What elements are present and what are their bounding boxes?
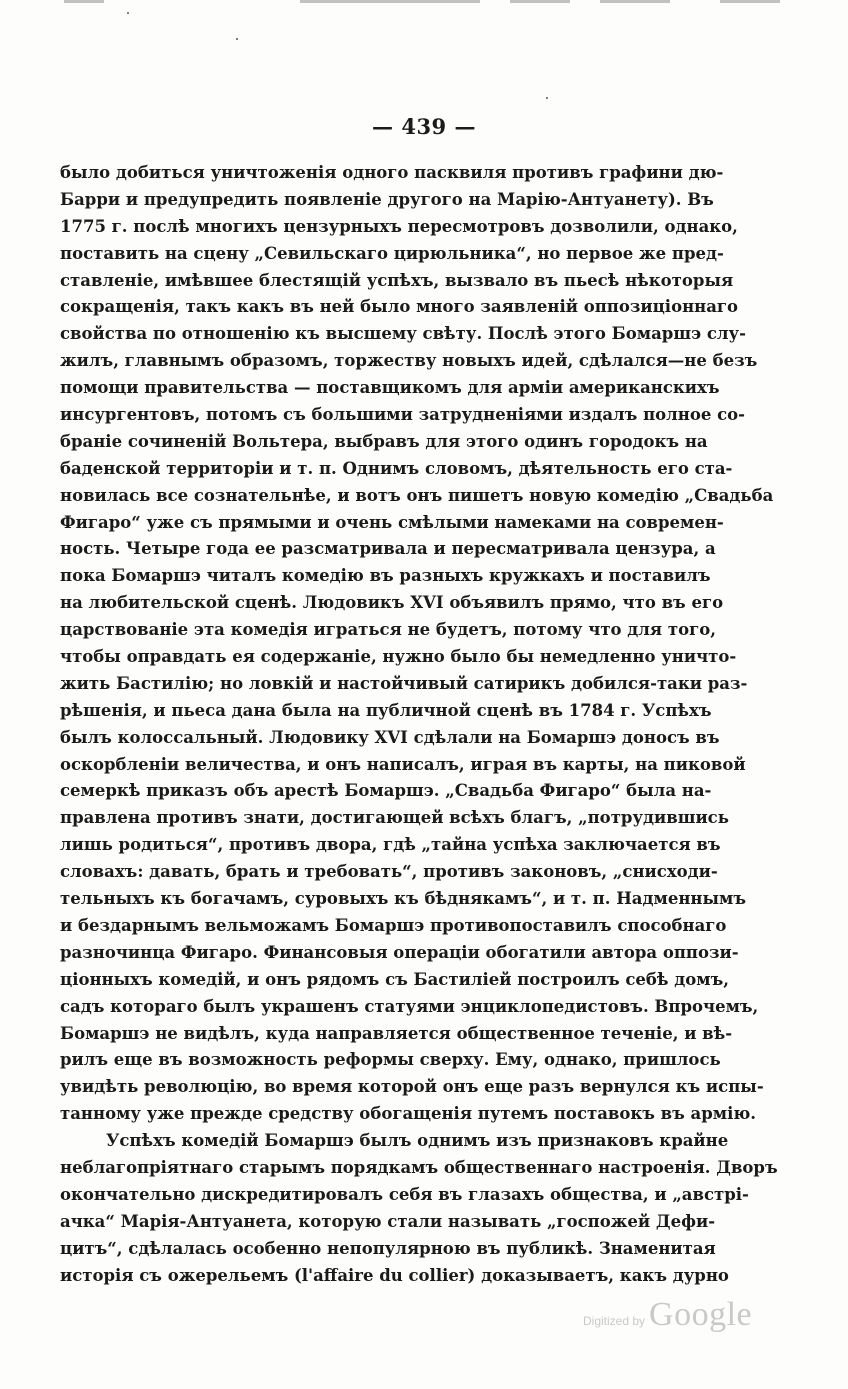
text-line: поставить на сцену „Севильскаго цирюльника“, но первое же пред- [60,243,724,263]
text-line: новилась все сознательнѣе, и вотъ онъ пишетъ новую комедію „Свадьба [60,485,774,505]
text-line: ставленіе, имѣвшее блестящій успѣхъ, вызвало въ пьесѣ нѣкоторыя [60,270,734,290]
digitized-by-google-watermark [583,1296,752,1334]
watermark-digitized-label: Digitized by [583,1314,646,1328]
text-line: танному уже прежде средству обогащенія путемъ поставокъ въ армію. [60,1104,757,1124]
text-line: инсургентовъ, потомъ съ большими затрудненіями издалъ полное со- [60,405,746,425]
text-line: царствованіе эта комедія играться не будетъ, потому что для того, [60,620,716,640]
text-line: пока Бомаршэ читалъ комедію въ разныхъ кружкахъ и поставилъ [60,566,711,586]
text-line: рилъ еще въ возможность реформы сверху. Ему, однако, пришлось [60,1050,721,1070]
scan-speck [546,97,548,99]
text-line: окончательно дискредитировалъ себя въ глазахъ общества, и „австрі- [60,1184,749,1204]
google-logo-text: Google [649,1296,753,1333]
text-line: чтобы оправдать ея содержаніе, нужно было бы немедленно уничто- [60,647,737,667]
text-line: Барри и предупредить появленіе другого на Марію-Антуанету). Въ [60,189,714,209]
text-line: ность. Четыре года ее разсматривала и пересматривала цензура, а [60,539,716,559]
text-line: помощи правительства — поставщикомъ для арміи американскихъ [60,378,720,398]
text-line: неблагопріятнаго старымъ порядкамъ общественнаго настроенія. Дворъ [60,1157,778,1177]
text-line: тельныхъ къ богачамъ, суровыхъ къ бѣднякамъ“, и т. п. Надменнымъ [60,889,746,909]
text-line: сокращенія, такъ какъ въ ней было много заявленій оппозиціоннаго [60,297,739,317]
text-line: Успѣхъ комедій Бомаршэ былъ однимъ изъ признаковъ крайне [106,1131,729,1151]
text-line: словахъ: давать, брать и требовать“, противъ законовъ, „снисходи- [60,862,718,882]
text-line: семеркѣ приказъ объ арестѣ Бомаршэ. „Свадьба Фигаро“ была на- [60,781,712,801]
text-line: жилъ, главнымъ образомъ, торжеству новыхъ идей, сдѣлался—не безъ [60,351,758,371]
text-line: рѣшенія, и пьеса дана была на публичной сценѣ въ 1784 г. Успѣхъ [60,700,712,720]
body-text [60,160,778,1289]
text-line: было добиться уничтоженія одного пасквиля противъ графини дю- [60,163,724,182]
text-line: разночинца Фигаро. Финансовыя операціи обогатили автора оппози- [60,942,739,962]
scan-speck [236,38,238,40]
page-number: — 439 — [372,114,476,139]
text-line: баденской территоріи и т. п. Однимъ словомъ, дѣятельность его ста- [60,458,733,478]
text-line: свойства по отношенію къ высшему свѣту. Послѣ этого Бомаршэ слу- [60,324,746,344]
text-line: исторія съ ожерельемъ (l'affaire du collier) доказываетъ, какъ дурно [60,1265,729,1285]
text-line: на любительской сценѣ. Людовикъ XVI объявилъ прямо, что въ его [60,593,724,613]
scan-edge-marks [0,0,848,10]
text-line: лишь родиться“, противъ двора, гдѣ „тайна успѣха заключается въ [60,835,721,855]
text-line: увидѣть революцію, во время которой онъ еще разъ вернулся къ испы- [60,1077,764,1097]
text-line: правлена противъ знати, достигающей всѣхъ благъ, „потрудившись [60,808,729,828]
text-line: ачка“ Марія-Антуанета, которую стали называть „госпожей Дефи- [60,1211,716,1231]
text-line: оскорбленіи величества, и онъ написалъ, играя въ карты, на пиковой [60,754,746,774]
text-line: жить Бастилію; но ловкій и настойчивый сатирикъ добился-таки раз- [60,673,748,693]
text-line: былъ колоссальный. Людовику XVI сдѣлали на Бомаршэ доносъ въ [60,727,720,747]
text-line: садъ котораго былъ украшенъ статуями энциклопедистовъ. Впрочемъ, [60,996,759,1016]
text-line: Бомаршэ не видѣлъ, куда направляется общественное теченіе, и вѣ- [60,1023,733,1043]
text-line: и бездарнымъ вельможамъ Бомаршэ противопоставилъ способнаго [60,915,727,935]
text-line: 1775 г. послѣ многихъ цензурныхъ пересмотровъ дозволили, однако, [60,216,738,236]
text-line: браніе сочиненій Вольтера, выбравъ для этого одинъ городокъ на [60,431,708,451]
text-line: цитъ“, сдѣлалась особенно непопулярною въ публикѣ. Знаменитая [60,1238,716,1258]
text-line: ціонныхъ комедій, и онъ рядомъ съ Бастиліей построилъ себѣ домъ, [60,969,729,989]
scan-speck [127,12,129,14]
text-line: Фигаро“ уже съ прямыми и очень смѣлыми намеками на современ- [60,512,724,532]
